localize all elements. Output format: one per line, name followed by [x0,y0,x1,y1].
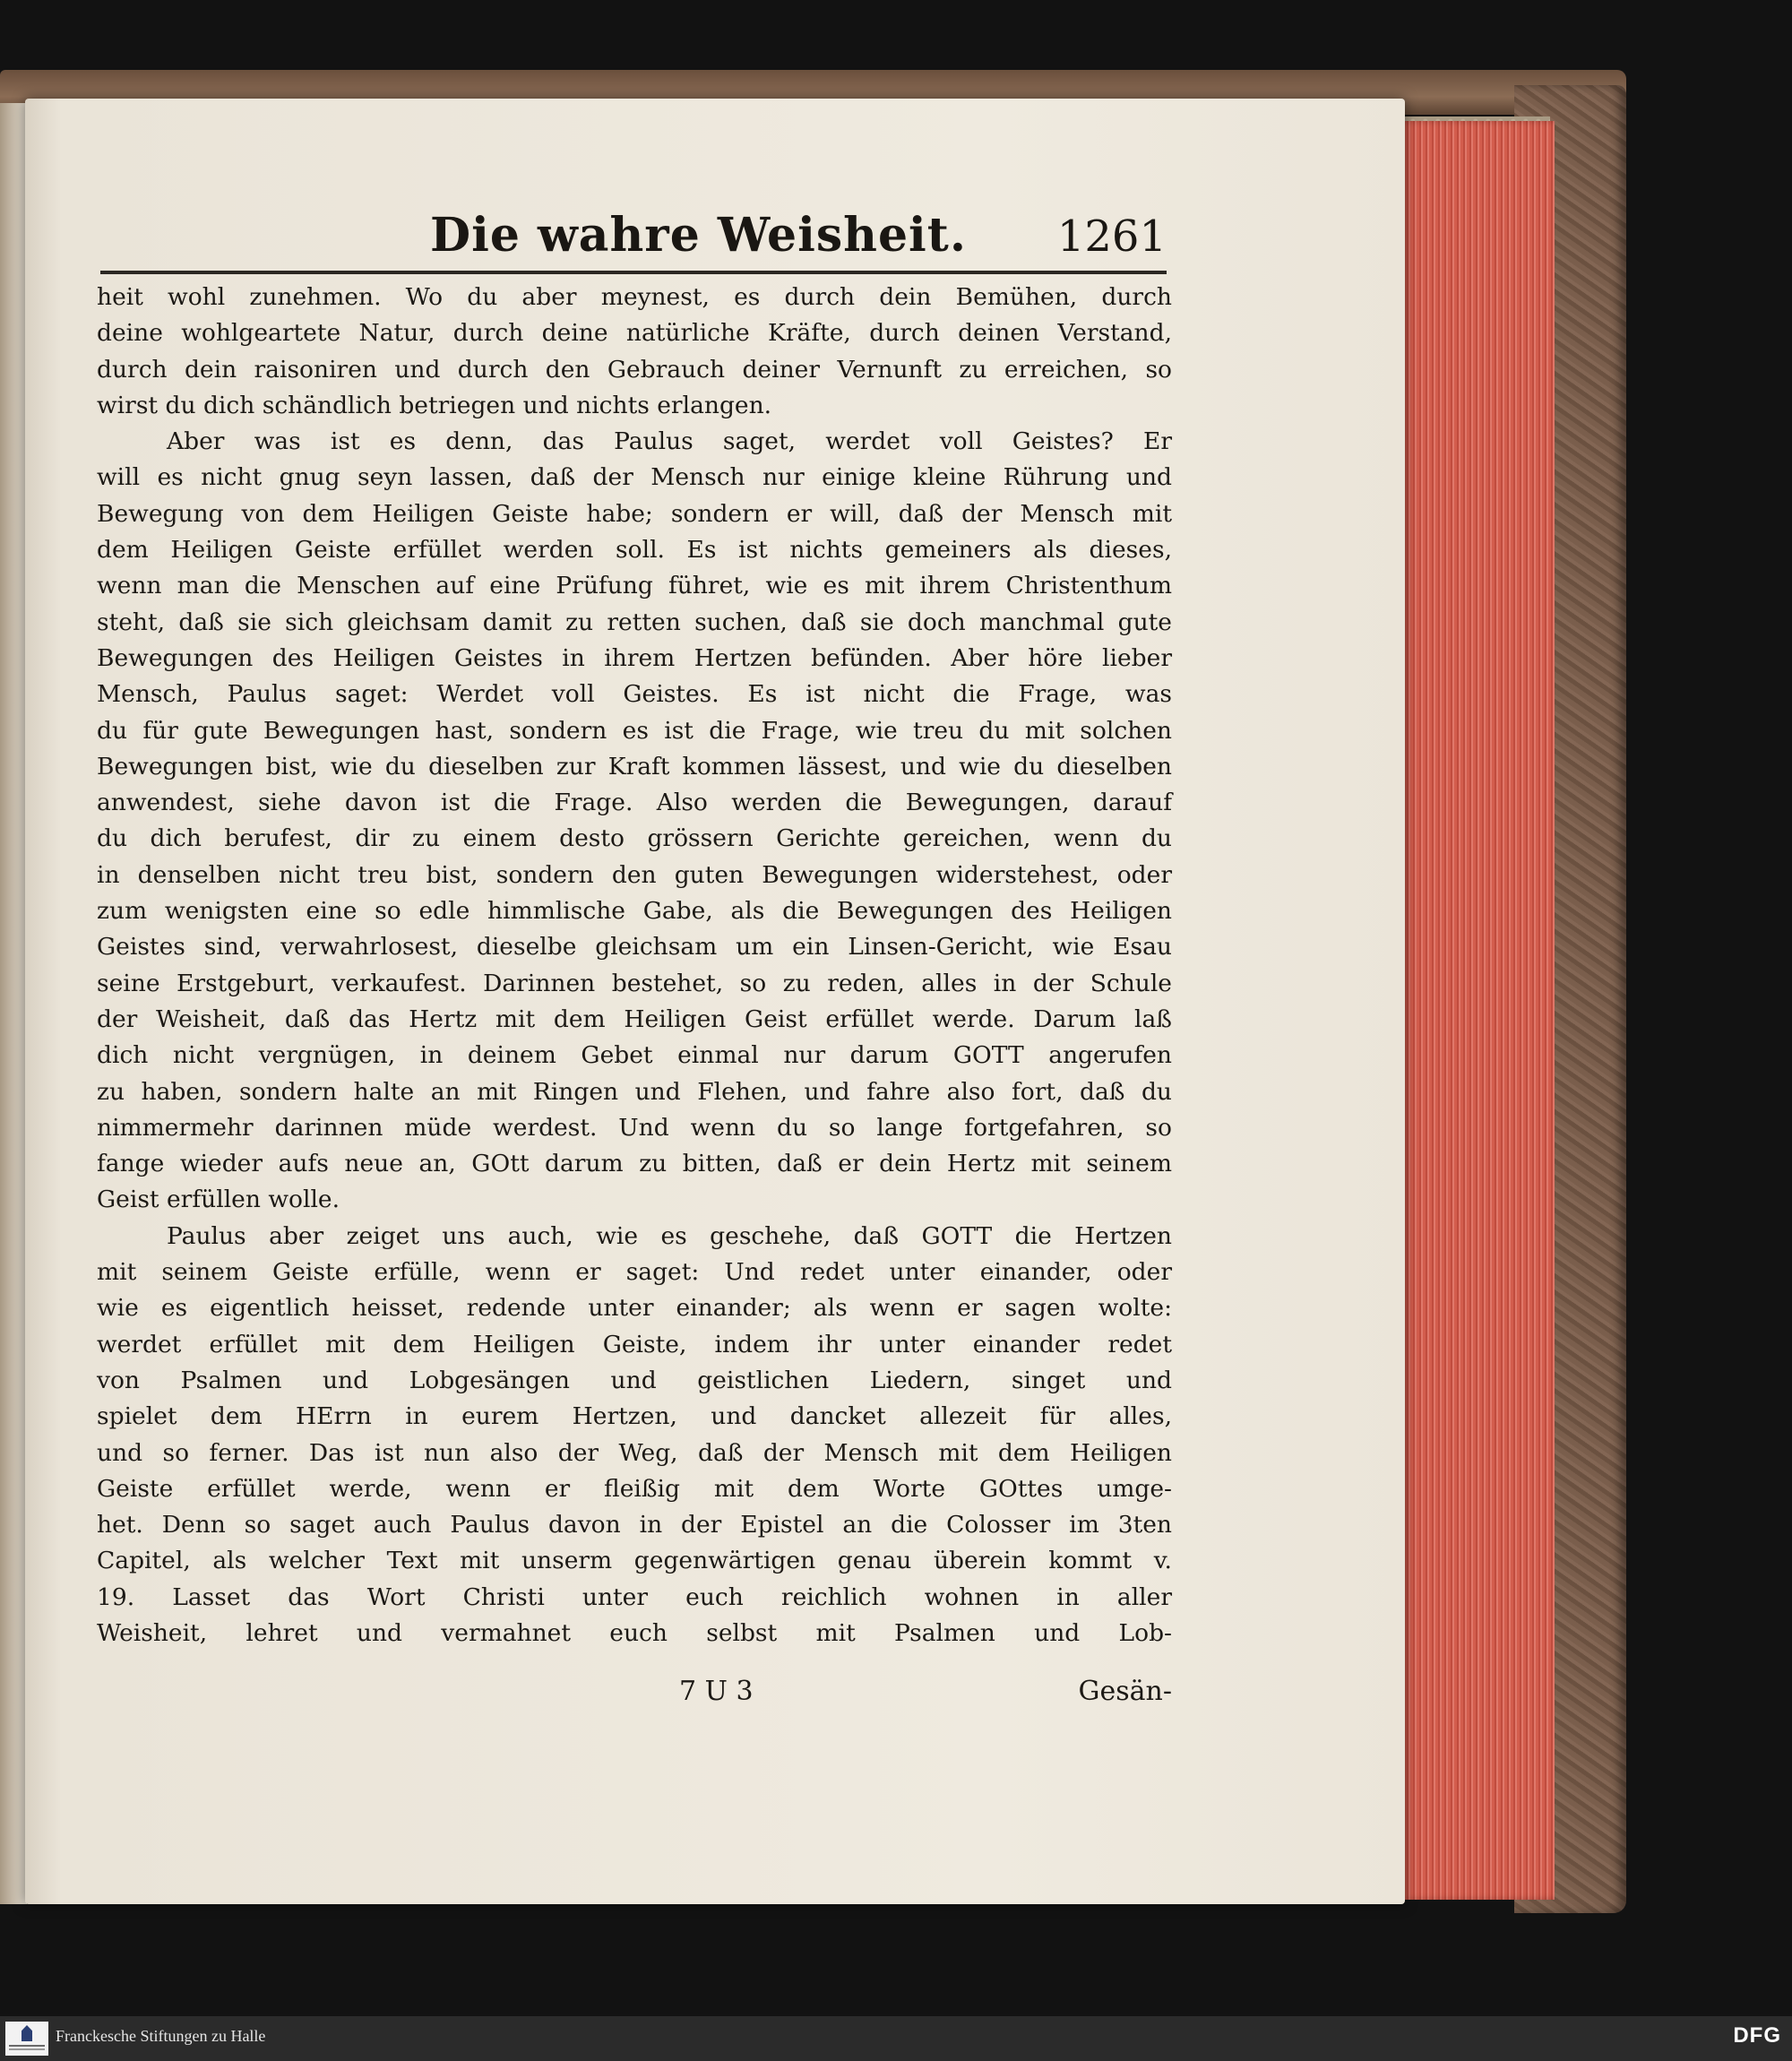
dfg-logo: DFG [1733,2023,1781,2048]
text-line: anwendest, siehe davon ist die Frage. Also werden die Bewegungen, darauf [97,789,1172,817]
text-line: Geiste erfüllet werde, wenn er fleißig mit dem Worte GOttes umge- [97,1474,1172,1503]
text-line: zu haben, sondern halte an mit Ringen und Flehen, und fahre also fort, daß du [97,1077,1172,1106]
text-line: zum wenigsten eine so edle himmlische Gabe, als die Bewegungen des Heiligen [97,897,1172,926]
text-line: und so ferner. Das ist nun also der Weg, daß der Mensch mit dem Heiligen [97,1438,1172,1467]
text-line: von Psalmen und Lobgesängen und geistlichen Liedern, singet und [97,1366,1172,1394]
text-line: Geist erfüllen wolle. [97,1186,340,1214]
page-number: 1261 [1056,211,1167,262]
text-line: Mensch, Paulus saget: Werdet voll Geistes. Es ist nicht die Frage, was [97,680,1172,709]
building-icon [22,2025,32,2041]
text-line: Bewegung von dem Heiligen Geiste habe; sondern er will, daß der Mensch mit [97,499,1172,528]
text-line: dich nicht vergnügen, in deinem Gebet einmal nur darum GOTT angerufen [97,1041,1172,1070]
header-rule [100,271,1167,274]
page-header [99,208,1167,271]
text-line: Bewegungen des Heiligen Geistes in ihrem Hertzen befünden. Aber höre lieber [97,643,1172,672]
text-line: steht, daß sie sich gleichsam damit zu retten suchen, daß sie doch manchmal gute [97,608,1172,636]
institution-logo-icon [5,2022,48,2056]
text-line: fange wieder aufs neue an, GOtt darum zu bitten, daß er dein Hertz mit seinem [97,1150,1172,1178]
page-footer [97,1676,1172,1715]
institution-name: Franckesche Stiftungen zu Halle [56,2027,266,2045]
text-line: heit wohl zunehmen. Wo du aber meynest, es durch dein Bemühen, durch [97,283,1172,311]
text-line: Capitel, als welcher Text mit unserm gegenwärtigen genau überein kommt v. [97,1547,1172,1575]
text-line: Paulus aber zeiget uns auch, wie es geschehe, daß GOTT die Hertzen [167,1221,1172,1250]
body-text [97,280,1172,1651]
text-line: wenn man die Menschen auf eine Prüfung führet, wie es mit ihrem Christenthum [97,572,1172,600]
text-line: het. Denn so saget auch Paulus davon in der Epistel an die Colosser im 3ten [97,1511,1172,1539]
catchword: Gesän- [1078,1676,1172,1707]
text-line: du für gute Bewegungen hast, sondern es ist die Frage, wie treu du mit solchen [97,716,1172,745]
text-line: dem Heiligen Geiste erfüllet werden soll. Es ist nichts gemeiners als dieses, [97,536,1172,565]
text-line: wie es eigentlich heisset, redende unter einander; als wenn er sagen wolte: [97,1294,1172,1323]
text-line: du dich berufest, dir zu einem desto grössern Gerichte gereichen, wenn du [97,824,1172,853]
text-line: wirst du dich schändlich betriegen und nichts erlangen. [97,391,772,419]
red-page-edges [1398,121,1555,1900]
text-line: will es nicht gnug seyn lassen, daß der Mensch nur einige kleine Rührung und [97,463,1172,492]
text-line: seine Erstgeburt, verkaufest. Darinnen bestehet, so zu reden, alles in der Schule [97,969,1172,997]
text-line: mit seinem Geiste erfülle, wenn er saget: Und redet unter einander, oder [97,1258,1172,1287]
text-line: nimmermehr darinnen müde werdest. Und wenn du so lange fortgefahren, so [97,1113,1172,1142]
viewer-footer-bar [0,2016,1792,2061]
logo-caption-lines [9,2045,45,2047]
text-line: 19. Lasset das Wort Christi unter euch reichlich wohnen in aller [97,1582,1172,1611]
text-line: spielet dem HErrn in eurem Hertzen, und dancket allezeit für alles, [97,1402,1172,1431]
text-line: Weisheit, lehret und vermahnet euch selbst mit Psalmen und Lob- [97,1618,1172,1647]
text-line: in denselben nicht treu bist, sondern den guten Bewegungen widerstehest, oder [97,860,1172,889]
text-line: Bewegungen bist, wie du dieselben zur Kraft kommen lässest, und wie du dieselben [97,752,1172,780]
running-title: Die wahre Weisheit. [430,208,967,263]
text-line: werdet erfüllet mit dem Heiligen Geiste, indem ihr unter einander redet [97,1330,1172,1358]
text-line: Aber was ist es denn, das Paulus saget, werdet voll Geistes? Er [167,427,1172,456]
text-line: der Weisheit, daß das Hertz mit dem Heiligen Geist erfüllet werde. Darum laß [97,1005,1172,1033]
text-line: deine wohlgeartete Natur, durch deine natürliche Kräfte, durch deinen Verstand, [97,319,1172,348]
signature-mark: 7 U 3 [679,1676,754,1707]
text-line: durch dein raisoniren und durch den Gebrauch deiner Vernunft zu erreichen, so [97,355,1172,384]
text-line: Geistes sind, verwahrlosest, dieselbe gleichsam um ein Linsen-Gericht, wie Esau [97,933,1172,962]
